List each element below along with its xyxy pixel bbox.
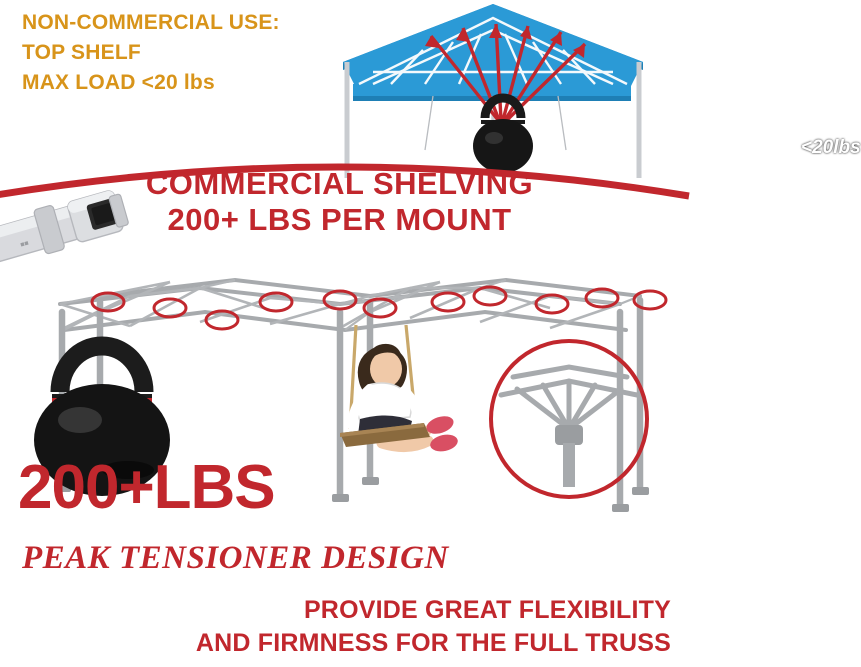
headline-line-1: COMMERCIAL SHELVING	[145, 166, 534, 201]
bottom-line-1: PROVIDE GREAT FLEXIBILITY	[303, 596, 671, 624]
warning-line-3: MAX LOAD <20 lbs	[22, 71, 215, 94]
detail-circle-svg	[487, 337, 652, 502]
bottom-line-2: AND FIRMNESS FOR THE FULL TRUSS	[195, 629, 671, 657]
kettlebell-weight-label: <20lbs	[801, 137, 861, 158]
peak-detail-circle	[487, 337, 652, 502]
girl-on-swing-photo	[320, 325, 500, 485]
headline-line-2: 200+ LBS PER MOUNT	[167, 202, 512, 237]
bottom-text-block	[0, 594, 679, 660]
warning-line-1: NON-COMMERCIAL USE:	[22, 11, 280, 34]
peak-tensioner-text: PEAK TENSIONER DESIGN	[22, 540, 449, 576]
big-weight-text: 200+LBS	[18, 453, 275, 522]
swing-svg	[320, 325, 500, 485]
svg-text:■■: ■■	[19, 239, 30, 249]
warning-text-block	[22, 8, 352, 98]
warning-line-2: TOP SHELF	[22, 41, 141, 64]
